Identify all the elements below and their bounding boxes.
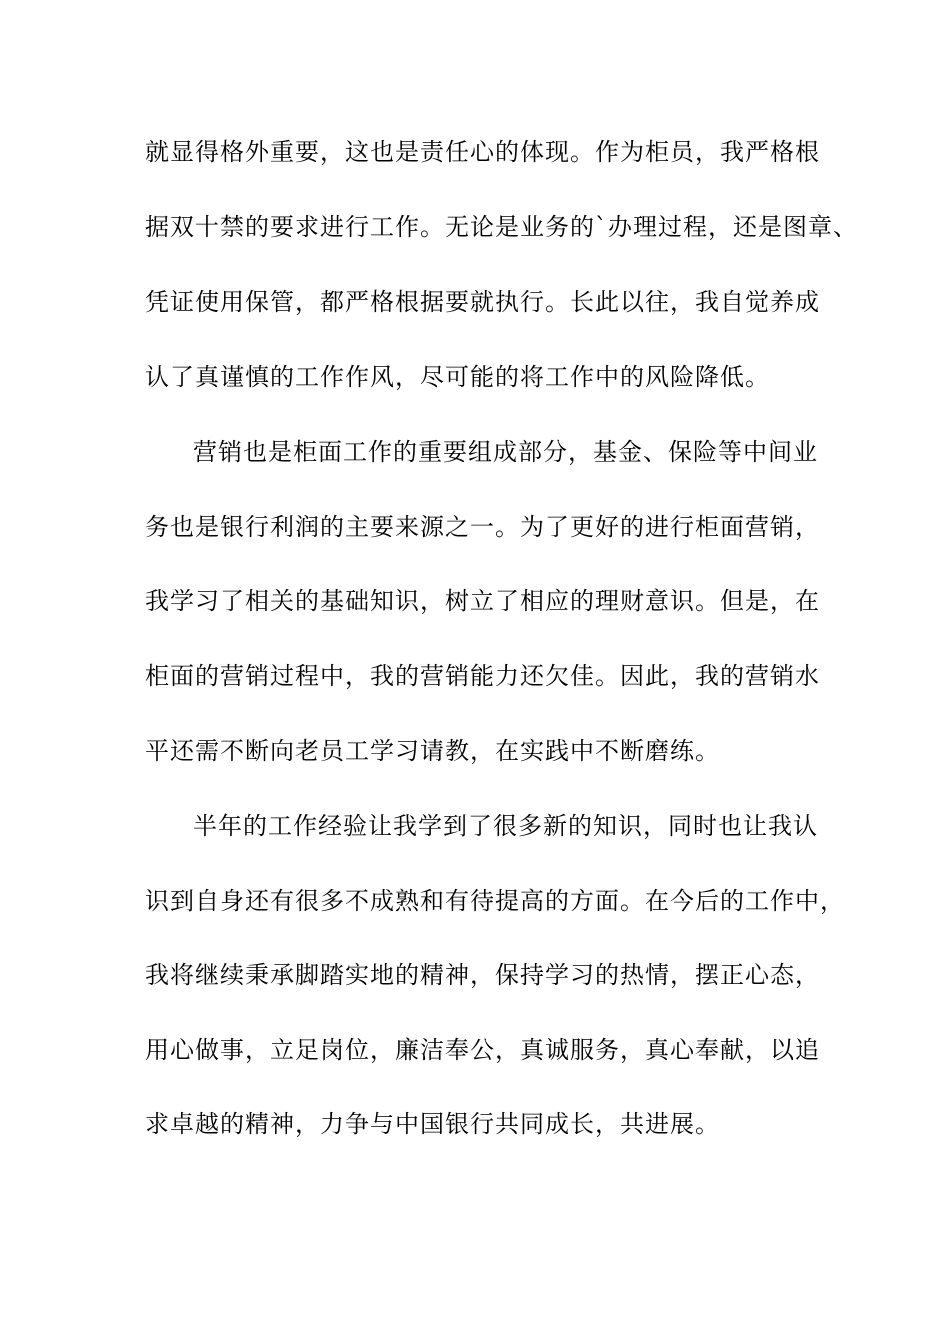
text-line-11: 识到自身还有很多不成熟和有待提高的方面。在今后的工作中， (145, 887, 845, 915)
text-line-7: 我学习了相关的基础知识，树立了相应的理财意识。但是，在 (145, 587, 820, 615)
text-line-12: 我将继续秉承脚踏实地的精神，保持学习的热情，摆正心态， (145, 961, 820, 989)
text-line-6: 务也是银行利润的主要来源之一。为了更好的进行柜面营销， (145, 513, 820, 541)
text-line-13: 用心做事，立足岗位，廉洁奉公，真诚服务，真心奉献，以追 (145, 1036, 820, 1064)
text-line-2: 据双十禁的要求进行工作。无论是业务的`办理过程，还是图章、 (145, 213, 858, 241)
text-line-3: 凭证使用保管，都严格根据要就执行。长此以往，我自觉养成 (145, 288, 820, 316)
text-line-9: 平还需不断向老员工学习请教，在实践中不断磨练。 (145, 737, 720, 765)
text-line-4: 认了真谨慎的工作作风，尽可能的将工作中的风险降低。 (145, 363, 770, 391)
text-line-8: 柜面的营销过程中，我的营销能力还欠佳。因此，我的营销水 (145, 662, 820, 690)
paragraph-start-line-10: 半年的工作经验让我学到了很多新的知识，同时也让我认 (193, 812, 818, 840)
paragraph-start-line-5: 营销也是柜面工作的重要组成部分，基金、保险等中间业 (193, 438, 818, 466)
text-line-1: 就显得格外重要，这也是责任心的体现。作为柜员，我严格根 (145, 138, 820, 166)
text-line-14: 求卓越的精神，力争与中国银行共同成长，共进展。 (145, 1110, 720, 1138)
